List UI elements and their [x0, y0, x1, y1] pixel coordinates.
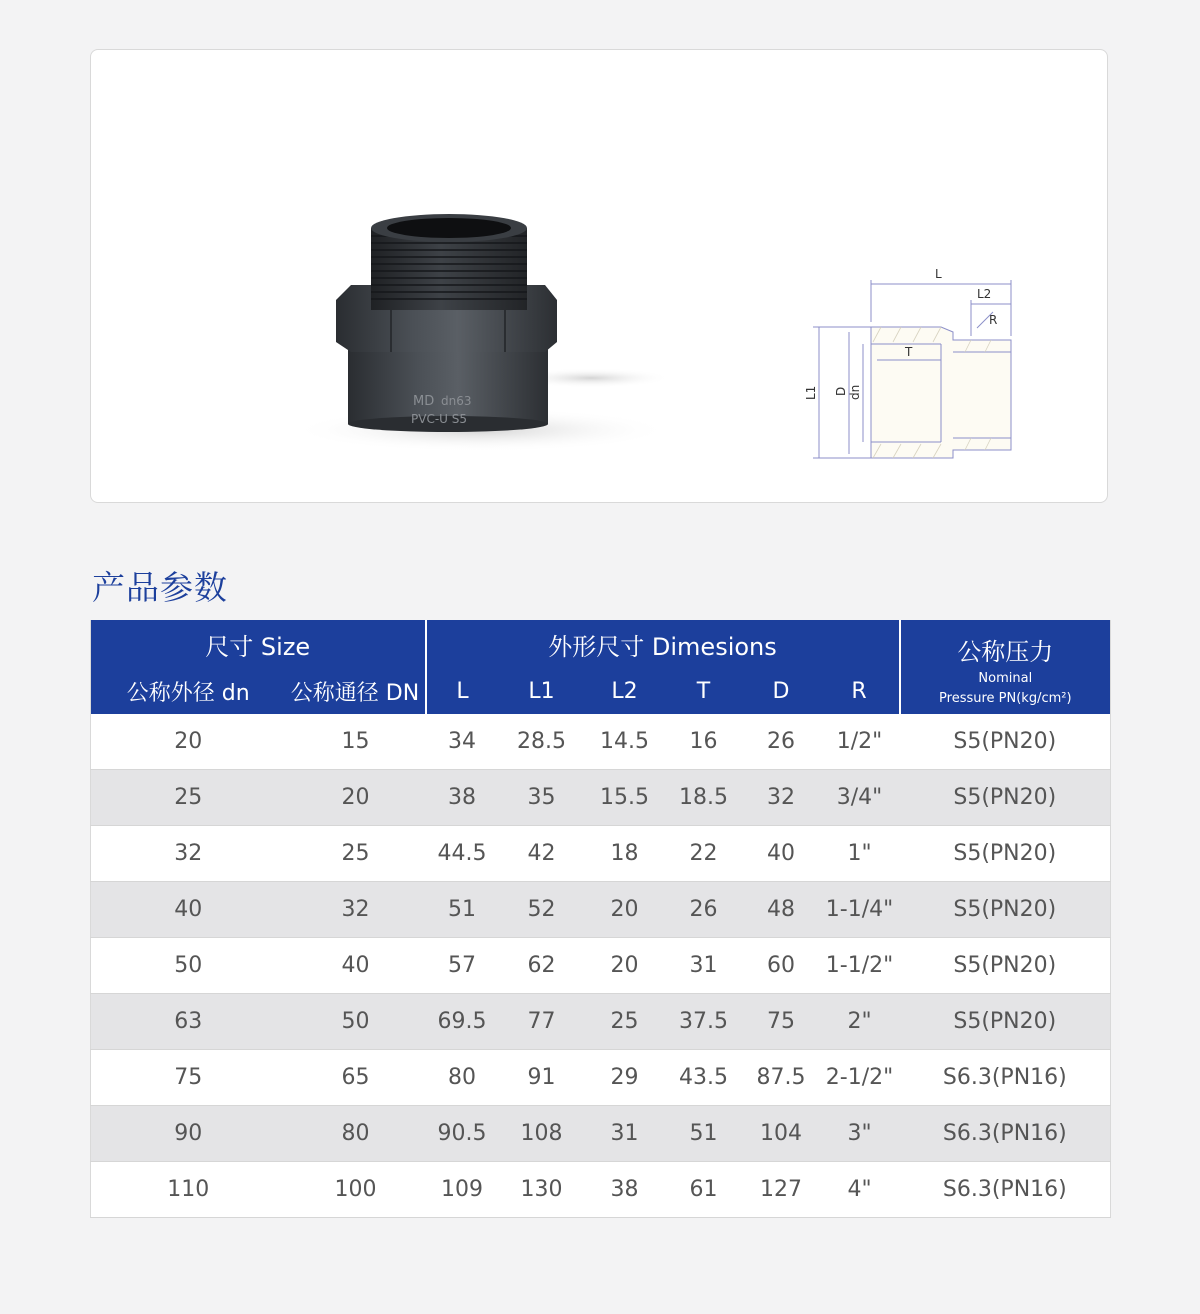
cell-DN: 32: [286, 882, 426, 938]
cell-T: 18.5: [665, 770, 743, 826]
cell-R: 1": [820, 826, 900, 882]
header-col-D: D: [743, 668, 820, 714]
header-size-group: 尺寸 Size: [91, 620, 426, 668]
cell-L: 109: [426, 1162, 499, 1218]
cell-L1: 52: [499, 882, 585, 938]
cell-R: 1/2": [820, 714, 900, 770]
cell-T: 31: [665, 938, 743, 994]
header-pressure-sub-2: Pressure PN(kg/cm²): [939, 690, 1072, 706]
diagram-label-t: T: [905, 345, 913, 359]
cell-L2: 15.5: [585, 770, 665, 826]
cell-R: 2-1/2": [820, 1050, 900, 1106]
cell-L2: 29: [585, 1050, 665, 1106]
diagram-label-l1: L1: [804, 385, 818, 400]
cell-dn: 20: [91, 714, 286, 770]
cell-R: 1-1/2": [820, 938, 900, 994]
cell-DN: 65: [286, 1050, 426, 1106]
table-row: [91, 938, 1111, 994]
diagram-label-l: L: [935, 267, 942, 281]
cell-D: 104: [743, 1106, 820, 1162]
cell-T: 26: [665, 882, 743, 938]
cell-pressure: S6.3(PN16): [900, 1050, 1111, 1106]
photo-marking-material: PVC-U S5: [411, 412, 468, 426]
cell-DN: 15: [286, 714, 426, 770]
cell-T: 61: [665, 1162, 743, 1218]
cell-pressure: S6.3(PN16): [900, 1162, 1111, 1218]
cell-L2: 18: [585, 826, 665, 882]
cell-R: 3/4": [820, 770, 900, 826]
cell-DN: 25: [286, 826, 426, 882]
table-row: [91, 994, 1111, 1050]
cell-L: 44.5: [426, 826, 499, 882]
cell-L2: 20: [585, 938, 665, 994]
header-col-R: R: [820, 668, 900, 714]
cell-L: 57: [426, 938, 499, 994]
photo-marking-size: dn63: [441, 394, 472, 408]
cell-T: 22: [665, 826, 743, 882]
cell-D: 60: [743, 938, 820, 994]
cell-pressure: S5(PN20): [900, 714, 1111, 770]
table-row: [91, 826, 1111, 882]
cell-T: 37.5: [665, 994, 743, 1050]
header-pressure-main: 公称压力: [957, 637, 1054, 666]
spec-table-body: [91, 714, 1111, 1218]
cell-L2: 25: [585, 994, 665, 1050]
cell-L1: 108: [499, 1106, 585, 1162]
cell-L1: 130: [499, 1162, 585, 1218]
cell-DN: 50: [286, 994, 426, 1050]
cell-dn: 63: [91, 994, 286, 1050]
cell-dn: 110: [91, 1162, 286, 1218]
cell-pressure: S5(PN20): [900, 938, 1111, 994]
cell-L1: 42: [499, 826, 585, 882]
table-row: [91, 714, 1111, 770]
dimension-diagram: [801, 262, 1031, 467]
product-photo: [291, 100, 671, 460]
table-row: [91, 882, 1111, 938]
cell-dn: 50: [91, 938, 286, 994]
cell-L: 69.5: [426, 994, 499, 1050]
cell-dn: 90: [91, 1106, 286, 1162]
cell-L1: 28.5: [499, 714, 585, 770]
diagram-label-d: D: [834, 386, 848, 396]
cell-pressure: S5(PN20): [900, 882, 1111, 938]
cell-pressure: S5(PN20): [900, 770, 1111, 826]
header-dimensions-group: 外形尺寸 Dimesions: [426, 620, 900, 668]
table-row: [91, 1050, 1111, 1106]
cell-L: 80: [426, 1050, 499, 1106]
cell-L: 38: [426, 770, 499, 826]
table-row: [91, 1162, 1111, 1218]
cell-D: 127: [743, 1162, 820, 1218]
cell-dn: 40: [91, 882, 286, 938]
header-col-L2: L2: [585, 668, 665, 714]
cell-L2: 14.5: [585, 714, 665, 770]
cell-L: 51: [426, 882, 499, 938]
cell-DN: 100: [286, 1162, 426, 1218]
cell-pressure: S6.3(PN16): [900, 1106, 1111, 1162]
cell-R: 2": [820, 994, 900, 1050]
cell-dn: 75: [91, 1050, 286, 1106]
header-pressure: [900, 620, 1111, 714]
cell-L2: 31: [585, 1106, 665, 1162]
diagram-label-r: R: [989, 313, 998, 327]
cell-L1: 91: [499, 1050, 585, 1106]
cell-D: 32: [743, 770, 820, 826]
cell-T: 43.5: [665, 1050, 743, 1106]
diagram-label-l2: L2: [977, 287, 992, 301]
cell-L1: 62: [499, 938, 585, 994]
cell-T: 51: [665, 1106, 743, 1162]
cell-L: 90.5: [426, 1106, 499, 1162]
cell-L1: 35: [499, 770, 585, 826]
cell-D: 26: [743, 714, 820, 770]
header-col-L1: L1: [499, 668, 585, 714]
cell-pressure: S5(PN20): [900, 826, 1111, 882]
cell-DN: 40: [286, 938, 426, 994]
diagram-label-dn: dn: [848, 384, 862, 400]
cell-DN: 20: [286, 770, 426, 826]
cell-L2: 38: [585, 1162, 665, 1218]
cell-dn: 25: [91, 770, 286, 826]
cell-L2: 20: [585, 882, 665, 938]
cell-L: 34: [426, 714, 499, 770]
header-col-T: T: [665, 668, 743, 714]
cell-D: 48: [743, 882, 820, 938]
cell-dn: 32: [91, 826, 286, 882]
header-pressure-sub-1: Nominal: [978, 670, 1033, 686]
cell-T: 16: [665, 714, 743, 770]
cell-pressure: S5(PN20): [900, 994, 1111, 1050]
cell-D: 40: [743, 826, 820, 882]
section-title: 产品参数: [92, 568, 228, 607]
product-image-card: [90, 49, 1108, 503]
spec-table: [90, 620, 1111, 1218]
cell-R: 1-1/4": [820, 882, 900, 938]
cell-D: 75: [743, 994, 820, 1050]
cell-D: 87.5: [743, 1050, 820, 1106]
table-row: [91, 1106, 1111, 1162]
table-row: [91, 770, 1111, 826]
cell-DN: 80: [286, 1106, 426, 1162]
cell-R: 4": [820, 1162, 900, 1218]
photo-logo-text: MD: [413, 394, 435, 409]
header-col-DN: 公称通径 DN: [286, 668, 426, 714]
cell-L1: 77: [499, 994, 585, 1050]
header-col-dn: 公称外径 dn: [91, 668, 286, 714]
cell-R: 3": [820, 1106, 900, 1162]
header-col-L: L: [426, 668, 499, 714]
